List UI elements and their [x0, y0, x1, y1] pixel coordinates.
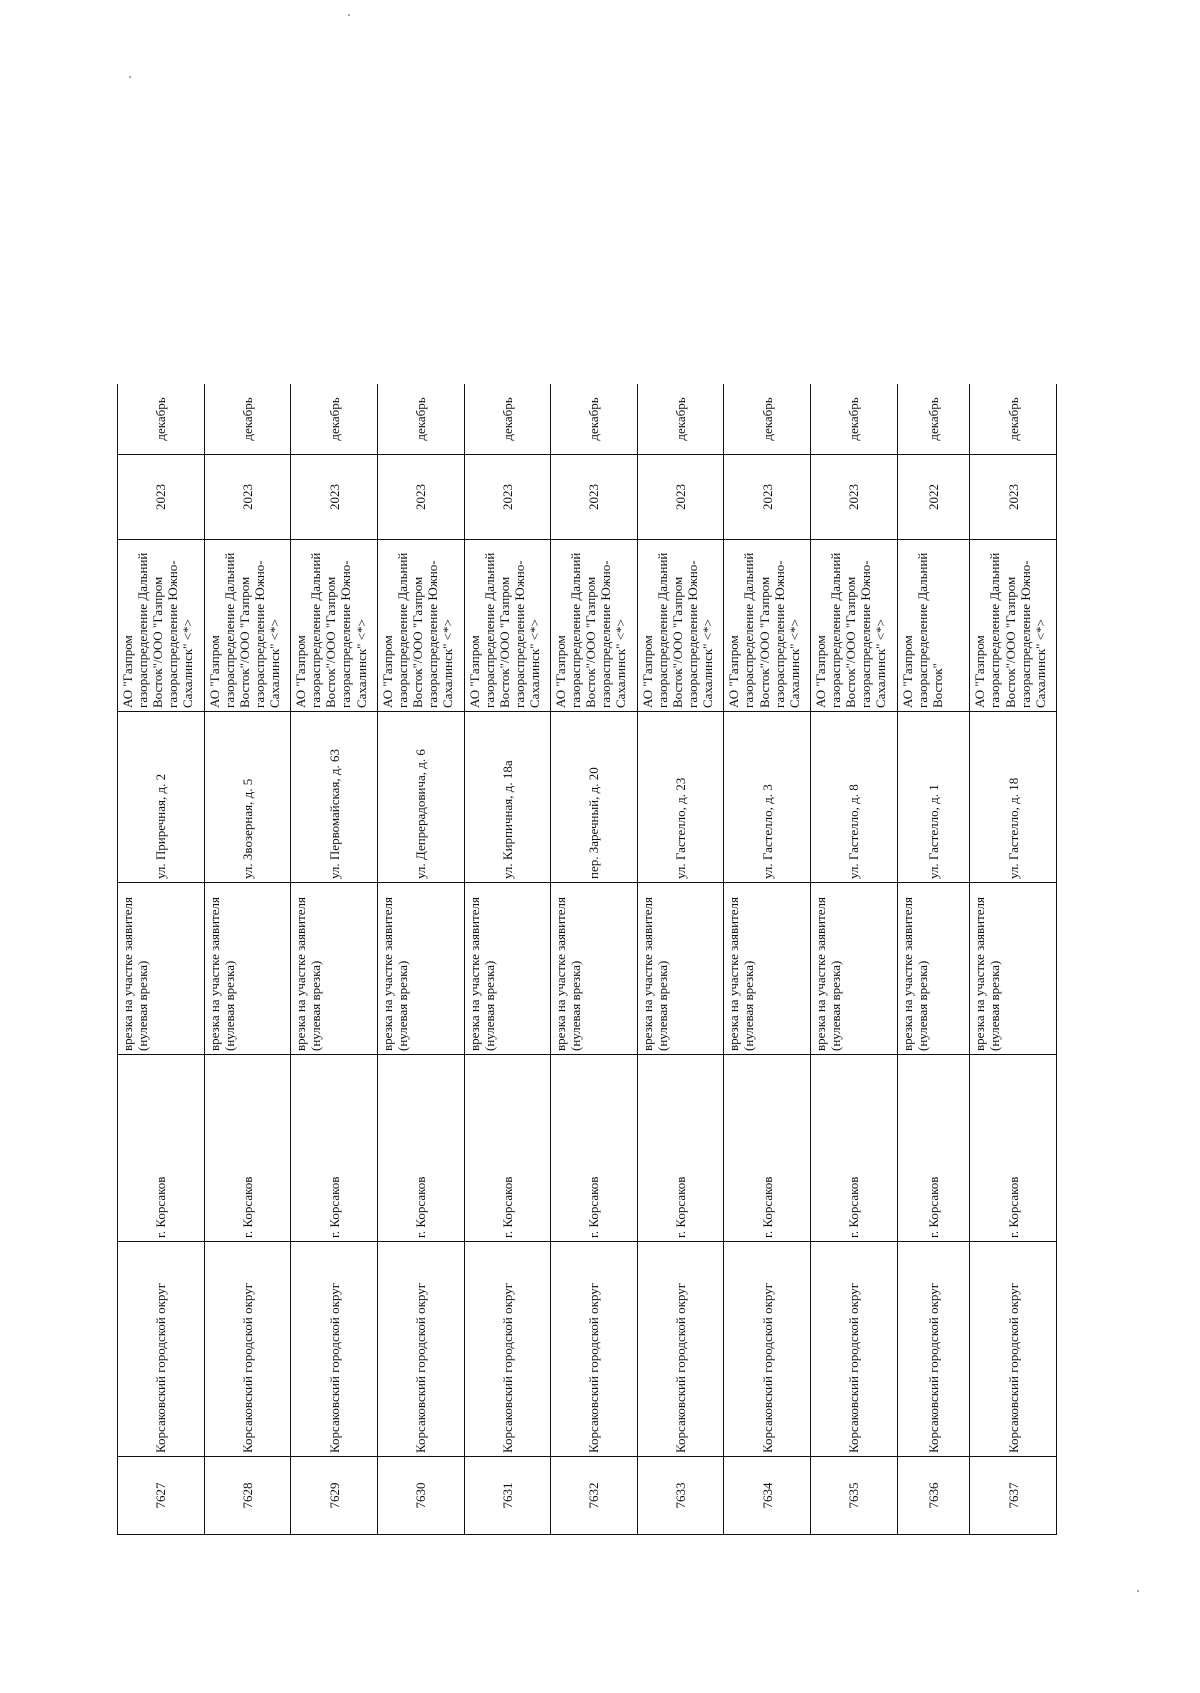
cell-connection-type: врезка на участке заявителя (нулевая врезка): [637, 883, 724, 1055]
cell-address: ул. Звозерная, д. 5: [204, 712, 291, 883]
cell-number: 7633: [637, 1457, 724, 1535]
cell-month: декабрь: [811, 384, 898, 455]
cell-connection-type: врезка на участке заявителя (нулевая врезка): [551, 883, 638, 1055]
table-row: [724, 384, 811, 1535]
cell-municipality: Корсаковский городской округ: [377, 1242, 464, 1457]
cell-city: г. Корсаков: [291, 1055, 378, 1242]
table-row: [377, 384, 464, 1535]
rotated-table-frame: [117, 384, 1057, 1535]
cell-city: г. Корсаков: [970, 1055, 1057, 1242]
cell-organization: АО "Газпром газораспределение Дальний Восток"/ООО "Газпром газораспределение Южно-Сахалинск" <*>: [291, 540, 378, 712]
cell-city: г. Корсаков: [724, 1055, 811, 1242]
cell-year: 2023: [724, 455, 811, 540]
cell-connection-type: врезка на участке заявителя (нулевая врезка): [291, 883, 378, 1055]
cell-municipality: Корсаковский городской округ: [724, 1242, 811, 1457]
cell-number: 7637: [970, 1457, 1057, 1535]
cell-municipality: Корсаковский городской округ: [811, 1242, 898, 1457]
cell-month: декабрь: [464, 384, 551, 455]
scan-speck: [129, 76, 131, 78]
cell-month: декабрь: [377, 384, 464, 455]
cell-organization: АО "Газпром газораспределение Дальний Восток"/ООО "Газпром газораспределение Южно-Сахалинск" <*>: [204, 540, 291, 712]
cell-connection-type: врезка на участке заявителя (нулевая врезка): [464, 883, 551, 1055]
cell-address: ул. Гастелло, д. 18: [970, 712, 1057, 883]
table-row: [551, 384, 638, 1535]
cell-city: г. Корсаков: [897, 1055, 970, 1242]
cell-organization: АО "Газпром газораспределение Дальний Восток"/ООО "Газпром газораспределение Южно-Сахалинск" <*>: [551, 540, 638, 712]
cell-organization: АО "Газпром газораспределение Дальний Восток"/ООО "Газпром газораспределение Южно-Сахалинск" <*>: [637, 540, 724, 712]
table-body: [118, 384, 1057, 1535]
cell-number: 7631: [464, 1457, 551, 1535]
cell-address: ул. Первомайская, д. 63: [291, 712, 378, 883]
cell-connection-type: врезка на участке заявителя (нулевая врезка): [377, 883, 464, 1055]
cell-year: 2023: [637, 455, 724, 540]
cell-address: пер. Заречный, д. 20: [551, 712, 638, 883]
cell-city: г. Корсаков: [551, 1055, 638, 1242]
cell-municipality: Корсаковский городской округ: [291, 1242, 378, 1457]
table-row: [291, 384, 378, 1535]
cell-city: г. Корсаков: [204, 1055, 291, 1242]
cell-month: декабрь: [724, 384, 811, 455]
cell-organization: АО "Газпром газораспределение Дальний Восток"/ООО "Газпром газораспределение Южно-Сахалинск" <*>: [724, 540, 811, 712]
cell-number: 7632: [551, 1457, 638, 1535]
cell-municipality: Корсаковский городской округ: [118, 1242, 205, 1457]
cell-year: 2022: [897, 455, 970, 540]
scan-speck: [1137, 1590, 1139, 1592]
cell-municipality: Корсаковский городской округ: [204, 1242, 291, 1457]
cell-year: 2023: [551, 455, 638, 540]
cell-address: ул. Гастелло, д. 3: [724, 712, 811, 883]
cell-month: декабрь: [637, 384, 724, 455]
cell-number: 7635: [811, 1457, 898, 1535]
cell-city: г. Корсаков: [377, 1055, 464, 1242]
cell-number: 7628: [204, 1457, 291, 1535]
cell-organization: АО "Газпром газораспределение Дальний Восток"/ООО "Газпром газораспределение Южно-Сахалинск" <*>: [377, 540, 464, 712]
cell-municipality: Корсаковский городской округ: [637, 1242, 724, 1457]
cell-address: ул. Кирпичная, д. 18а: [464, 712, 551, 883]
cell-organization: АО "Газпром газораспределение Дальний Восток"/ООО "Газпром газораспределение Южно-Сахалинск" <*>: [970, 540, 1057, 712]
cell-month: декабрь: [897, 384, 970, 455]
cell-number: 7634: [724, 1457, 811, 1535]
cell-organization: АО "Газпром газораспределение Дальний Восток": [897, 540, 970, 712]
cell-year: 2023: [291, 455, 378, 540]
cell-year: 2023: [811, 455, 898, 540]
cell-city: г. Корсаков: [464, 1055, 551, 1242]
table-row: [811, 384, 898, 1535]
cell-connection-type: врезка на участке заявителя (нулевая врезка): [724, 883, 811, 1055]
cell-organization: АО "Газпром газораспределение Дальний Восток"/ООО "Газпром газораспределение Южно-Сахалинск" <*>: [464, 540, 551, 712]
cell-year: 2023: [118, 455, 205, 540]
cell-municipality: Корсаковский городской округ: [551, 1242, 638, 1457]
cell-connection-type: врезка на участке заявителя (нулевая врезка): [118, 883, 205, 1055]
cell-year: 2023: [377, 455, 464, 540]
table-row: [970, 384, 1057, 1535]
cell-number: 7627: [118, 1457, 205, 1535]
cell-month: декабрь: [970, 384, 1057, 455]
cell-connection-type: врезка на участке заявителя (нулевая врезка): [970, 883, 1057, 1055]
cell-address: ул. Гастелло, д. 1: [897, 712, 970, 883]
cell-municipality: Корсаковский городской округ: [464, 1242, 551, 1457]
table-row: [464, 384, 551, 1535]
table-row: [118, 384, 205, 1535]
cell-city: г. Корсаков: [118, 1055, 205, 1242]
table-row: [897, 384, 970, 1535]
cell-organization: АО "Газпром газораспределение Дальний Восток"/ООО "Газпром газораспределение Южно-Сахалинск" <*>: [118, 540, 205, 712]
table-row: [637, 384, 724, 1535]
cell-year: 2023: [970, 455, 1057, 540]
cell-city: г. Корсаков: [637, 1055, 724, 1242]
cell-address: ул. Депрерадовича, д. 6: [377, 712, 464, 883]
cell-address: ул. Гастелло, д. 23: [637, 712, 724, 883]
cell-month: декабрь: [118, 384, 205, 455]
cell-number: 7630: [377, 1457, 464, 1535]
cell-year: 2023: [204, 455, 291, 540]
cell-connection-type: врезка на участке заявителя (нулевая врезка): [897, 883, 970, 1055]
cell-address: ул. Приречная, д. 2: [118, 712, 205, 883]
cell-number: 7636: [897, 1457, 970, 1535]
cell-municipality: Корсаковский городской округ: [897, 1242, 970, 1457]
cell-month: декабрь: [551, 384, 638, 455]
cell-municipality: Корсаковский городской округ: [970, 1242, 1057, 1457]
cell-city: г. Корсаков: [811, 1055, 898, 1242]
cell-connection-type: врезка на участке заявителя (нулевая врезка): [811, 883, 898, 1055]
scan-speck: [348, 14, 350, 16]
cell-year: 2023: [464, 455, 551, 540]
cell-month: декабрь: [291, 384, 378, 455]
table-row: [204, 384, 291, 1535]
cell-number: 7629: [291, 1457, 378, 1535]
records-table: [117, 384, 1057, 1535]
cell-address: ул. Гастелло, д. 8: [811, 712, 898, 883]
cell-organization: АО "Газпром газораспределение Дальний Восток"/ООО "Газпром газораспределение Южно-Сахалинск" <*>: [811, 540, 898, 712]
cell-month: декабрь: [204, 384, 291, 455]
gasification-table: [117, 384, 1057, 1535]
cell-connection-type: врезка на участке заявителя (нулевая врезка): [204, 883, 291, 1055]
